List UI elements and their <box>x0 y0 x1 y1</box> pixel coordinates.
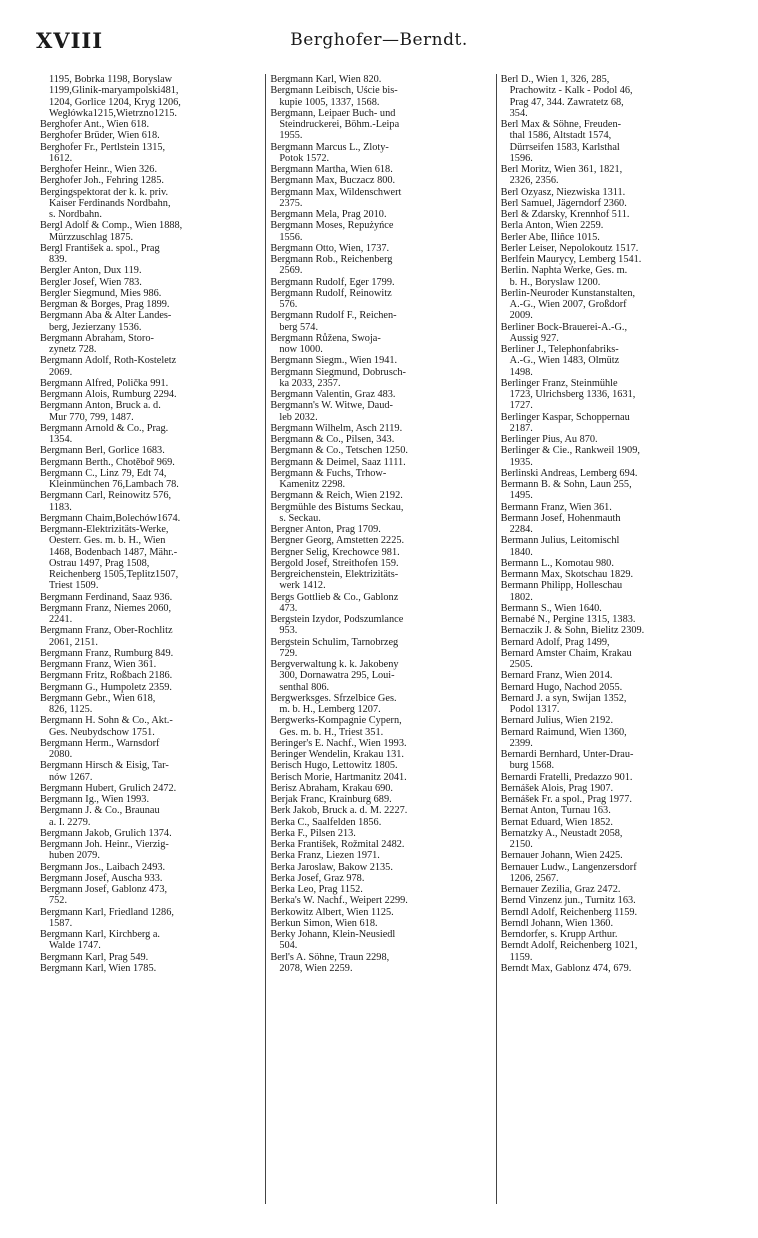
directory-entry-line: Bernard Raimund, Wien 1360, <box>500 726 627 738</box>
running-head: Berghofer—Berndt. <box>290 30 468 50</box>
directory-entry-line: Bergmann Max, Buczacz 800. <box>270 175 396 187</box>
directory-entry-line: Wegłówka1215,Wietrzno1215. <box>49 107 178 119</box>
directory-entry-line: Berl Samuel, Jägerndorf 2360. <box>500 197 627 209</box>
directory-entry-line: Bergmann Martha, Wien 618. <box>270 164 393 175</box>
directory-entry-line: Bergmann, Leipaer Buch- und <box>270 107 396 119</box>
directory-entry-line: 2375. <box>279 197 303 209</box>
directory-entry-line: Bernard Hugo, Nachod 2055. <box>500 681 623 693</box>
directory-entry-line: Bergner Anton, Prag 1709. <box>270 524 381 535</box>
directory-entry-line: b. H., Boryslaw 1200. <box>509 276 601 288</box>
directory-entry-line: Oesterr. Ges. m. b. H., Wien <box>49 535 166 547</box>
directory-entry-line: 1159. <box>509 951 533 963</box>
directory-entry-line: Bergmann Otto, Wien, 1737. <box>270 242 390 254</box>
directory-entry-line: Bergmann's W. Witwe, Daud- <box>270 400 393 412</box>
directory-entry-line: Bernaczik J. & Sohn, Bielitz 2309. <box>500 625 645 637</box>
directory-entry-line: Bergner Selig, Krechowce 981. <box>270 546 400 558</box>
directory-entry-line: 2187. <box>509 422 533 434</box>
directory-entry-line: Berl Moritz, Wien 361, 1821, <box>500 164 623 175</box>
directory-entry-line: Bernard J. a syn, Swijan 1352, <box>500 692 627 704</box>
directory-entry-line: Bergmann Franz, Rumburg 849. <box>40 647 174 659</box>
page-number: XVIII <box>36 28 104 53</box>
directory-entry-line: Bergmann Abraham, Storo- <box>40 332 154 344</box>
directory-entry-line: Berky Johann, Klein-Neusiedl <box>270 929 396 940</box>
directory-entry-line: Bergingspektorat der k. k. priv. <box>40 186 169 198</box>
directory-entry-line: Bergler Siegmund, Mies 986. <box>40 287 162 299</box>
directory-entry-line: 576. <box>279 299 298 310</box>
directory-entry-line: Bergmann Karl, Prag 549. <box>40 951 149 963</box>
directory-entry-line: Prag 47, 344. Zawratetz 68, <box>509 96 624 108</box>
directory-entry-line: 1802. <box>509 591 533 603</box>
directory-entry-line: 2241. <box>49 614 73 625</box>
directory-entry-line: 2150. <box>509 839 533 850</box>
directory-entry-line: Bermann L., Komotau 980. <box>500 557 614 569</box>
directory-entry-line: Kaiser Ferdinands Nordbahn, <box>49 197 171 209</box>
directory-entry-line: Beringer's E. Nachf., Wien 1993. <box>270 737 407 749</box>
directory-entry-line: Berka Franz, Liezen 1971. <box>270 850 380 862</box>
column-1 <box>36 74 265 1204</box>
directory-entry-line: Bergmann Ferdinand, Saaz 936. <box>40 591 173 603</box>
directory-entry-line: Berliner J., Telephonfabriks- <box>500 344 619 355</box>
directory-entry-line: Bergmann Aba & Alter Landes- <box>40 310 172 322</box>
directory-entry-line: 1195, Bobrka 1198, Boryslaw <box>49 74 173 85</box>
directory-entry-line: Bergler Anton, Dux 119. <box>40 265 142 277</box>
directory-entry-line: Bermann Julius, Leitomischl <box>500 535 620 547</box>
directory-entry-line: Berndt Max, Gablonz 474, 679. <box>500 962 632 974</box>
directory-entry-line: 1727. <box>509 400 533 412</box>
directory-entry-line: Bernardi Fratelli, Predazzo 901. <box>500 771 633 783</box>
directory-entry-line: Bergmann Valentin, Graz 483. <box>270 389 396 400</box>
directory-entry-line: Bergmann Karl, Wien 1785. <box>40 962 157 974</box>
directory-entry-line: Bergmann J. & Co., Braunau <box>40 805 160 817</box>
directory-entry-line: Bergmann Josef, Auscha 933. <box>40 872 163 884</box>
directory-entry-line: Bernabé N., Pergine 1315, 1383. <box>500 614 636 625</box>
column-2 <box>265 74 495 1204</box>
directory-entry-line: Bergmann Franz, Ober-Rochlitz <box>40 625 173 637</box>
directory-entry-line: 1183. <box>49 501 72 513</box>
directory-entry-line: Bergmann Marcus L., Zloty- <box>270 141 389 153</box>
directory-entry-line: Berka C., Saalfelden 1856. <box>270 816 382 828</box>
directory-entry-line: 300, Dornawatra 295, Loui- <box>279 670 395 682</box>
directory-entry-line: 1468, Bodenbach 1487, Mähr.- <box>49 546 178 558</box>
directory-entry-line: Bergmann Alfred, Polička 991. <box>40 377 169 389</box>
directory-entry-line: Bergmann Moses, Repużyńce <box>270 220 394 232</box>
directory-entry-line: Bernat Anton, Turnau 163. <box>500 805 611 817</box>
directory-entry-line: Bergmühle des Bistums Seckau, <box>270 501 404 513</box>
directory-entry-line: Bergmann C., Linz 79, Edt 74, <box>40 467 167 479</box>
directory-entry-line: Bernardi Bernhard, Unter-Drau- <box>500 749 634 760</box>
directory-entry-line: m. b. H., Lemberg 1207. <box>279 704 381 715</box>
directory-entry-line: Berka's W. Nachf., Weipert 2299. <box>270 895 408 907</box>
directory-entry-line: Berlinger Pius, Au 870. <box>500 434 598 445</box>
directory-entry-line: burg 1568. <box>509 760 555 772</box>
directory-entry-line: s. Seckau. <box>279 512 321 524</box>
directory-entry-line: Bergmann Max, Wildenschwert <box>270 186 402 198</box>
directory-entry-line: Berler Leiser, Nepolokoutz 1517. <box>500 242 639 254</box>
directory-entry-line: Berndorfer, s. Krupp Arthur. <box>500 929 618 940</box>
directory-entry-line: 2078, Wien 2259. <box>279 962 353 974</box>
directory-entry-line: Berndt Adolf, Reichenberg 1021, <box>500 940 638 952</box>
directory-entry-line: s. Nordbahn. <box>49 209 102 220</box>
directory-entry-line: Bergverwaltung k. k. Jakobeny <box>270 659 399 670</box>
directory-entry-line: 1556. <box>279 231 303 243</box>
directory-entry-line: Steindruckerei, Böhm.-Leipa <box>279 119 400 130</box>
directory-entry-line: Berler Abe, Iliñce 1015. <box>500 231 600 243</box>
directory-entry-line: Bergmann Wilhelm, Asch 2119. <box>270 422 403 434</box>
directory-entry-line: Berisch Morie, Hartmanitz 2041. <box>270 771 407 783</box>
directory-entry-line: Berliner Bock-Brauerei-A.-G., <box>500 321 628 333</box>
directory-entry-line: 953. <box>279 625 298 637</box>
directory-entry-line: Walde 1747. <box>49 940 101 952</box>
directory-entry-line: Bergmann-Elektrizitäts-Werke, <box>40 524 169 535</box>
directory-entry-line: Bermann Max, Skotschau 1829. <box>500 569 634 580</box>
directory-entry-line: ka 2033, 2357. <box>279 377 341 389</box>
directory-entry-line: Berghofer Joh., Fehring 1285. <box>40 175 164 187</box>
directory-entry-line: Bernard Amster Chaim, Krakau <box>500 647 632 659</box>
directory-entry-line: Berjak Franc, Krainburg 689. <box>270 794 392 805</box>
directory-entry-line: Potok 1572. <box>279 152 330 164</box>
directory-entry-line: Berisz Abraham, Krakau 690. <box>270 782 393 794</box>
directory-entry-line: 1723, Ulrichsberg 1336, 1631, <box>509 389 636 400</box>
directory-entry-line: berg, Jezierzany 1536. <box>49 321 142 333</box>
directory-entry-line: Berka Leo, Prag 1152. <box>270 884 363 895</box>
directory-entry-line: Berl & Zdarsky, Krennhof 511. <box>500 209 630 220</box>
directory-entry-line: Berisch Hugo, Lettowitz 1805. <box>270 760 398 772</box>
directory-entry-line: 2399. <box>509 737 533 749</box>
directory-entry-line: Bergreichenstein, Elektrizitäts- <box>270 569 399 580</box>
directory-entry-line: Berka Jaroslaw, Bakow 2135. <box>270 861 393 873</box>
directory-entry-line: Bergmann Jakob, Grulich 1374. <box>40 827 172 839</box>
directory-entry-line: Bernard Julius, Wien 2192. <box>500 715 614 727</box>
directory-entry-line: Bernášek Fr. a spol., Prag 1977. <box>500 794 632 805</box>
directory-entry-line: 2569. <box>279 265 303 277</box>
directory-entry-line: Berghofer Brüder, Wien 618. <box>40 130 160 142</box>
directory-entry-line: Bergmann Karl, Friedland 1286, <box>40 906 174 918</box>
directory-entry-line: Bergmann Anton, Bruck a. d. <box>40 400 161 412</box>
directory-entry-line: senthal 806. <box>279 681 330 693</box>
directory-entry-line: Berlinger Franz, Steinmühle <box>500 377 618 389</box>
directory-entry-line: 1495. <box>509 490 533 502</box>
directory-entry-line: Bernášek Alois, Prag 1907. <box>500 782 614 794</box>
directory-entry-line: Bermann S., Wien 1640. <box>500 602 602 614</box>
directory-entry-line: Bergmann Berl, Gorlice 1683. <box>40 445 165 457</box>
directory-entry-line: Berl D., Wien 1, 326, 285, <box>500 74 610 85</box>
directory-entry-line: 826, 1125. <box>49 704 93 715</box>
directory-entry-line: Bermann Philipp, Holleschau <box>500 580 623 592</box>
directory-entry-line: Mur 770, 799, 1487. <box>49 411 134 423</box>
directory-entry-line: werk 1412. <box>279 580 326 592</box>
directory-entry-line: Bergmann Karl, Wien 820. <box>270 74 382 85</box>
directory-entry-line: nów 1267. <box>49 771 93 783</box>
directory-entry-line: Bergmann Siegmund, Dobrusch- <box>270 366 406 378</box>
directory-entry-line: Bergmann Alois, Rumburg 2294. <box>40 389 177 400</box>
directory-entry-line: Triest 1509. <box>49 580 99 592</box>
directory-entry-line: Ges. Neubydschow 1751. <box>49 726 155 738</box>
directory-entry-line: 1354. <box>49 434 73 445</box>
directory-entry-line: Bergmann Carl, Reinowitz 576, <box>40 490 172 502</box>
directory-entry-line: Bergwerks-Kompagnie Cypern, <box>270 715 402 727</box>
directory-entry-line: Bergmann H. Sohn & Co., Akt.- <box>40 715 173 727</box>
column-3 <box>496 74 726 1204</box>
directory-entry-line: Bergmann Ig., Wien 1993. <box>40 794 150 805</box>
directory-entry-line: huben 2079. <box>49 850 100 862</box>
directory-entry-line: Bergmann & Reich, Wien 2192. <box>270 490 403 502</box>
directory-entry-line: Bergl Adolf & Comp., Wien 1888, <box>40 220 183 232</box>
directory-entry-line: 1840. <box>509 546 533 558</box>
directory-entry-line: kupie 1005, 1337, 1568. <box>279 96 380 108</box>
directory-entry-line: Bernard Adolf, Prag 1499, <box>500 636 610 648</box>
directory-entry-line: Bergmann Adolf, Roth-Kosteletz <box>40 355 177 367</box>
directory-entry-line: 1204, Gorlice 1204, Kryg 1206, <box>49 96 181 108</box>
directory-entry-line: Bernauer Ludw., Langenzersdorf <box>500 861 637 873</box>
directory-entry-line: Berka František, Rožmital 2482. <box>270 839 405 850</box>
directory-entry-line: Berghofer Ant., Wien 618. <box>40 119 150 130</box>
directory-entry-line: 2326, 2356. <box>509 175 559 187</box>
directory-entry-line: 2069. <box>49 366 73 378</box>
directory-entry-line: 2080. <box>49 749 73 760</box>
directory-entry-line: berg 574. <box>279 321 319 333</box>
directory-entry-line: Bermann B. & Sohn, Laun 255, <box>500 479 632 490</box>
directory-entry-line: Bernauer Johann, Wien 2425. <box>500 850 623 862</box>
directory-entry-line: now 1000. <box>279 344 323 355</box>
directory-entry-line: Berkun Simon, Wien 618. <box>270 917 378 929</box>
directory-entry-line: Berghofer Heinr., Wien 326. <box>40 164 158 175</box>
directory-entry-line: Bergmann Rudolf, Eger 1799. <box>270 276 395 288</box>
directory-entry-line: Mürzzuschlag 1875. <box>49 231 134 243</box>
directory-entry-line: Bergmann & Co., Pilsen, 343. <box>270 434 395 445</box>
directory-entry-line: 473. <box>279 602 298 614</box>
directory-entry-line: thal 1586, Altstadt 1574, <box>509 130 612 142</box>
directory-entry-line: Bergmann Franz, Niemes 2060, <box>40 602 172 614</box>
directory-entry-line: Bergmann Rob., Reichenberg <box>270 254 393 265</box>
directory-entry-line: Bergmann Joh. Heinr., Vierzig- <box>40 839 169 850</box>
directory-entry-line: A.-G., Wien 1483, Olmütz <box>509 355 620 367</box>
directory-entry-line: Bernatzky A., Neustadt 2058, <box>500 827 623 839</box>
directory-entry-line: A.-G., Wien 2007, Großdorf <box>509 299 627 310</box>
directory-entry-line: Reichenberg 1505,Teplitz1507, <box>49 569 179 580</box>
directory-entry-line: Bergmann Hubert, Grulich 2472. <box>40 782 177 794</box>
directory-entry-line: Bergstein Izydor, Podszumlance <box>270 614 404 625</box>
directory-entry-line: 1587. <box>49 917 73 929</box>
directory-entry-line: Bermann Josef, Hohenmauth <box>500 512 621 524</box>
directory-entry-line: 1199,Glinik-maryampolski481, <box>49 85 179 97</box>
directory-entry-line: Berlinger & Cie., Rankweil 1909, <box>500 445 640 457</box>
directory-entry-line: Bergstein Schulim, Tarnobrzeg <box>270 636 399 648</box>
directory-entry-line: Dürrseifen 1583, Karlsthal <box>509 141 620 153</box>
directory-entry-line: Bernauer Zezilia, Graz 2472. <box>500 884 621 895</box>
directory-entry-line: Berk Jakob, Bruck a. d. M. 2227. <box>270 805 408 817</box>
directory-entry-line: 1596. <box>509 152 533 164</box>
directory-entry-line: Bergler Josef, Wien 783. <box>40 276 142 288</box>
directory-entry-line: Bernard Franz, Wien 2014. <box>500 670 613 682</box>
directory-entry-line: Bergmann & Fuchs, Trhow- <box>270 467 387 479</box>
directory-entry-line: Ostrau 1497, Prag 1508, <box>49 557 150 569</box>
directory-entry-line: Bergmann Hirsch & Eisig, Tar- <box>40 760 169 772</box>
directory-entry-line: Berkowitz Albert, Wien 1125. <box>270 906 394 918</box>
directory-entry-line: Bergmann & Deimel, Saaz 1111. <box>270 456 406 468</box>
directory-entry-line: Bergmann Jos., Laibach 2493. <box>40 861 166 873</box>
directory-entry-line: Bergmann Leibisch, Uście bis- <box>270 85 398 97</box>
directory-entry-line: Kamenitz 2298. <box>279 479 346 490</box>
directory-entry-line: Podol 1317. <box>509 704 560 715</box>
directory-entry-line: Berndl Johann, Wien 1360. <box>500 917 614 929</box>
directory-entry-line: Bermann Franz, Wien 361. <box>500 501 612 513</box>
directory-entry-line: 839. <box>49 254 68 265</box>
directory-entry-line: Bergl František a. spol., Prag <box>40 242 160 254</box>
directory-entry-line: a. I. 2279. <box>49 816 91 828</box>
directory-entry-line: Berlinski Andreas, Lemberg 694. <box>500 467 638 479</box>
directory-entry-line: Bergs Gottlieb & Co., Gablonz <box>270 591 399 603</box>
directory-entry-line: Berl Ozyasz, Niezwiska 1311. <box>500 186 626 198</box>
directory-entry-line: Berka Josef, Graz 978. <box>270 872 365 884</box>
directory-entry-line: Bergmann G., Humpoletz 2359. <box>40 681 172 693</box>
directory-entry-line: Berl's A. Söhne, Traun 2298, <box>270 951 390 963</box>
directory-entry-line: Bergmann Josef, Gablonz 473, <box>40 884 168 895</box>
directory-entry-line: 752. <box>49 895 68 907</box>
directory-entry-line: Bergmann Růžena, Swoja- <box>270 332 381 344</box>
directory-entry-line: Berndl Adolf, Reichenberg 1159. <box>500 906 638 918</box>
directory-entry-line: Bergmann Karl, Kirchberg a. <box>40 929 160 940</box>
directory-entry-line: Bergmann Chaim,Bolechów1674. <box>40 512 181 524</box>
directory-entry-line: 729. <box>279 647 298 659</box>
directory-entry-line: 1955. <box>279 130 303 142</box>
directory-entry-line: Berla Anton, Wien 2259. <box>500 220 604 232</box>
directory-entry-line: Berlinger Kaspar, Schoppernau <box>500 411 630 423</box>
directory-entry-line: Bergmann Arnold & Co., Prag. <box>40 422 169 434</box>
directory-entry-line: Aussig 927. <box>509 332 559 344</box>
directory-entry-line: 1612. <box>49 152 73 164</box>
directory-entry-line: Bergmann Siegm., Wien 1941. <box>270 355 398 367</box>
directory-entry-line: 1498. <box>509 366 533 378</box>
directory-entry-line: Beringer Wendelin, Krakau 131. <box>270 749 404 760</box>
directory-entry-line: Berka F., Pilsen 213. <box>270 827 356 839</box>
directory-entry-line: Bergmann Fritz, Roßbach 2186. <box>40 670 173 682</box>
directory-entry-line: 1206, 2567. <box>509 872 559 884</box>
directory-entry-line: Berlfein Maurycy, Lemberg 1541. <box>500 254 642 265</box>
directory-entry-line: Bergmann Franz, Wien 361. <box>40 659 157 670</box>
directory-entry-line: Berghofer Fr., Pertlstein 1315, <box>40 141 166 153</box>
directory-entry-line: 1935. <box>509 456 533 468</box>
directory-entry-line: Bergmann & Co., Tetschen 1250. <box>270 445 408 457</box>
directory-entry-line: Bergner Georg, Amstetten 2225. <box>270 535 405 547</box>
directory-entry-line: Bergmann Rudolf F., Reichen- <box>270 310 397 322</box>
directory-entry-line: 2009. <box>509 310 533 322</box>
directory-entry-line: Bergwerksges. Sfrzelbice Ges. <box>270 692 397 704</box>
directory-entry-line: Berlin. Naphta Werke, Ges. m. <box>500 265 628 277</box>
directory-entry-line: Bergmann Rudolf, Reinowitz <box>270 287 392 299</box>
directory-entry-line: 354. <box>509 107 528 119</box>
directory-entry-line: zynetz 728. <box>49 344 97 355</box>
directory-entry-line: Bergold Josef, Streithofen 159. <box>270 557 399 569</box>
directory-entry-line: Prachowitz - Kalk - Podol 46, <box>509 85 633 97</box>
directory-entry-line: Kleinmünchen 76,Lambach 78. <box>49 479 179 490</box>
directory-entry-line: Bergmann Gebr., Wien 618, <box>40 692 156 704</box>
directory-columns <box>36 74 726 1204</box>
directory-entry-line: Bernd Vinzenz jun., Turnitz 163. <box>500 895 636 907</box>
directory-entry-line: Bernat Eduard, Wien 1852. <box>500 816 614 828</box>
directory-entry-line: Bergmann Mela, Prag 2010. <box>270 209 387 220</box>
page-header <box>36 28 722 58</box>
directory-entry-line: Ges. m. b. H., Triest 351. <box>279 726 384 738</box>
directory-entry-line: 2284. <box>509 524 533 535</box>
directory-entry-line: Bergman & Borges, Prag 1899. <box>40 299 170 310</box>
directory-entry-line: 504. <box>279 940 298 952</box>
directory-entry-line: Bergmann Berth., Chotěboř 969. <box>40 456 175 468</box>
directory-entry-line: Berl Max & Söhne, Freuden- <box>500 119 622 130</box>
directory-entry-line: 2061, 2151. <box>49 636 98 648</box>
directory-entry-line: leb 2032. <box>279 411 318 423</box>
directory-entry-line: 2505. <box>509 659 533 670</box>
directory-entry-line: Bergmann Herm., Warnsdorf <box>40 737 160 749</box>
directory-entry-line: Berlin-Neuroder Kunstanstalten, <box>500 287 636 299</box>
